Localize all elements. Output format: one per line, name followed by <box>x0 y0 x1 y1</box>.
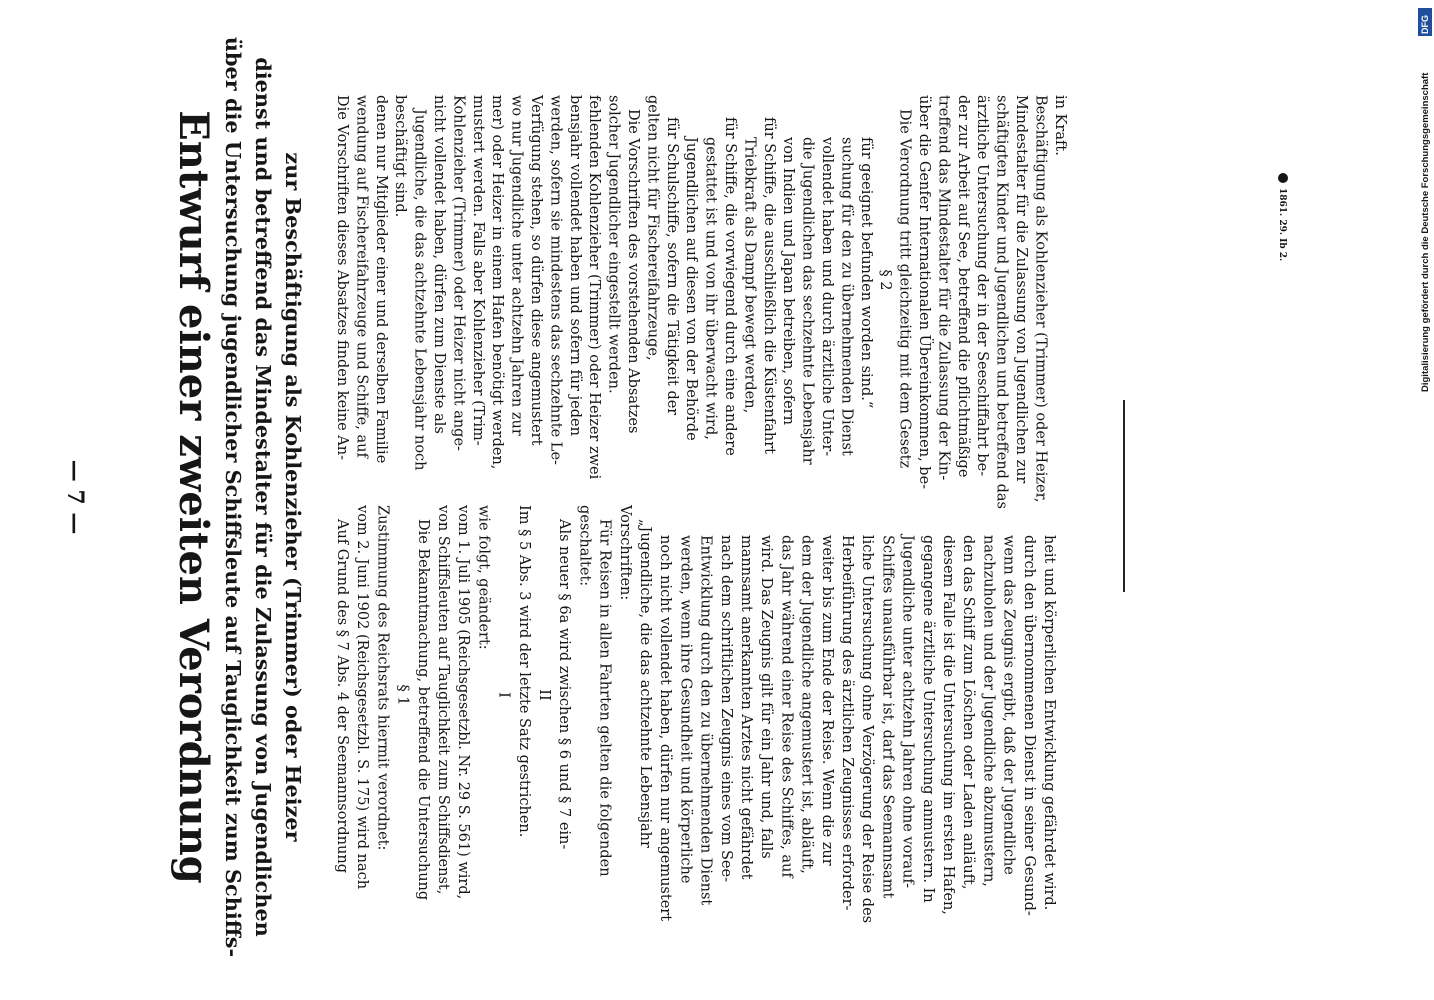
section-heading: § 2 <box>877 269 894 291</box>
column-left <box>334 504 1057 923</box>
text-line: Als neuer § 6a wird zwischen § 6 und § 7 ein- <box>556 519 573 850</box>
text-line: bensjahr vollendet haben und sofern für jeden <box>566 95 583 436</box>
text-line: Vorschriften: <box>616 505 633 601</box>
section-heading: II <box>536 689 552 701</box>
text-line: die Jugendlichen das sechzehnte Lebensjahr <box>799 137 816 465</box>
text-line: Die Vorschriften dieses Absatzes finden keine An- <box>334 95 350 461</box>
text-line: Jugendliche unter achtzehn Jahren ohne vorauf- <box>899 535 916 889</box>
text-line: durch den übernommenen Dienst in seiner Gesund- <box>1020 535 1037 916</box>
text-line: gelten nicht für Fischereifahrzeuge, <box>644 95 661 361</box>
dfg-attribution-text: Digitalisierung gefördert durch die Deutsche Forschungsgemeinschaft <box>1420 72 1431 392</box>
print-mark-text: 1861. 29. Ib 2. <box>1277 188 1287 262</box>
text-line: mannsamt anerkannten Arztes nicht gefährdet <box>738 535 754 880</box>
text-line: weiter bis zum Ende der Reise. Wenn die zur <box>818 535 835 866</box>
text-line: das Jahr während einer Reise des Schiffes, auf <box>778 535 795 878</box>
text-line: werden, wenn ihre Gesundheit und körperliche <box>677 535 694 884</box>
section-heading: § 1 <box>394 684 411 706</box>
text-line: wie folgt, geändert: <box>475 505 492 650</box>
text-line: Beschäftigung als Kohlenzieher (Trimmer) oder Heizer, <box>1032 95 1049 503</box>
text-line: den das Schiff zum Löschen oder Laden anläuft, <box>960 535 977 890</box>
text-line: treffend das Mindestalter für die Zulassung der Kin- <box>935 95 952 481</box>
text-line: für Schiffe, die ausschließlich die Küstenfahrt <box>760 117 777 454</box>
text-line: für Schiffe, die vorwiegend durch eine andere <box>722 117 738 456</box>
text-line: liche Untersuchung ohne Verzögerung der Reise des <box>859 535 876 924</box>
text-line: gestattet ist und von ihr überwacht wird, <box>702 137 719 440</box>
text-line: für Schulschiffe, sofern die Tätigkeit der <box>663 117 680 416</box>
text-line: in Kraft. <box>1051 95 1068 156</box>
text-line: vom 1. Juli 1905 (Reichsgesetzbl. Nr. 29 S. 561) wird, <box>455 505 472 900</box>
text-line: Auf Grund des § 7 Abs. 4 der Seemannsordnung <box>334 519 350 873</box>
text-line: Entwicklung durch den zu übernehmenden Dienst <box>697 535 714 906</box>
text-line: von Indien und Japan betreiben, sofern <box>780 137 797 425</box>
text-line: dem der Jugendliche angemustert ist, abläuft, <box>798 535 815 874</box>
subtitle-line: zur Beschäftigung als Kohlenzieher (Trimmer) oder Heizer <box>281 152 306 842</box>
text-line: gegangene ärztliche Untersuchung anmustern. In <box>919 535 936 903</box>
column-right <box>334 94 1068 509</box>
text-line: noch nicht vollendet haben, dürfen nur angemustert <box>657 535 674 922</box>
text-line: wendung auf Fischereifahrzeuge und Schiffe, auf <box>353 95 370 458</box>
text-line: Die Bekanntmachung, betreffend die Untersuchung <box>414 519 431 901</box>
text-line: denen nur Mitglieder einer und derselben Familie <box>372 95 389 464</box>
text-line: wird. Das Zeugnis gilt für ein Jahr und, falls <box>758 535 775 859</box>
text-line: Herbeiführung des ärztlichen Zeugnisses erforder- <box>839 535 855 911</box>
text-line: schäftigten Kinder und Jugendlichen und betreffend das <box>993 95 1010 509</box>
text-line: vollendet haben und durch ärztliche Unter- <box>819 137 835 457</box>
text-line: vom 2. Juni 1902 (Reichsgesetzbl. S. 175) wird nach <box>354 505 371 890</box>
text-line: beschäftigt sind. <box>392 95 409 218</box>
text-line: diesem Falle ist die Untersuchung im ersten Hafen, <box>940 535 956 915</box>
text-line: Jugendliche, die das achtzehnte Lebensjahr noch <box>411 109 428 471</box>
text-line: wo nur Jugendliche unter achtzehn Jahren zur <box>508 95 525 436</box>
text-line: „Jugendliche, die das achtzehnte Lebensjahr <box>637 519 653 848</box>
text-line: Schiffes unausführbar ist, darf das Seemannsamt <box>879 535 896 899</box>
dfg-logo-text: DFG <box>1420 15 1430 34</box>
text-line: wenn das Zeugnis ergibt, daß der Jugendliche <box>1000 535 1017 875</box>
section-heading: I <box>495 692 512 698</box>
text-line: heit und körperlichen Entwicklung gefährdet wird. <box>1041 535 1057 911</box>
print-mark-circle <box>1278 173 1288 183</box>
text-line: geschaltet: <box>576 505 593 587</box>
text-line: Zustimmung des Reichsrats hiermit verordnet: <box>374 505 391 851</box>
text-line: Die Vorschriften des vorstehenden Absatzes <box>625 109 641 434</box>
text-line: solcher Jugendlicher eingestellt werden. <box>605 95 622 394</box>
text-line: werden, sofern sie mindestens das sechzehnte Le- <box>547 95 564 465</box>
text-line: Im § 5 Abs. 3 wird der letzte Satz gestrichen. <box>515 505 532 838</box>
subtitle-line: dienst und betreffend das Mindestalter für die Zulassung von Jugendlichen <box>251 57 276 937</box>
print-mark <box>1277 173 1288 261</box>
text-line: Für Reisen in allen Fahrten gelten die folgenden <box>596 519 613 877</box>
text-line: der zur Arbeit auf See, betreffend die pflichtmäßige <box>954 95 971 478</box>
text-line: Mindestalter für die Zulassung von Jugendlichen zur <box>1013 95 1029 484</box>
text-line: mustert werden. Falls aber Kohlenzieher (Trim- <box>469 95 486 446</box>
text-line: nachzuholen und der Jugendliche abzumustern, <box>980 535 997 887</box>
text-line: Jugendlichen auf diesen von der Behörde <box>683 137 700 441</box>
text-line: von Schiffsleuten auf Tauglichkeit zum Schiffsdienst, <box>435 505 451 895</box>
text-line: Verfügung stehen, so dürfen diese angemustert <box>528 95 544 446</box>
page-number: — 7 — <box>62 459 88 535</box>
dfg-attribution <box>1418 8 1432 392</box>
text-line: ärztliche Untersuchung der in der Seeschiffahrt be- <box>974 95 991 477</box>
subtitle-line: über die Untersuchung jugendlicher Schiffsleute auf Tauglichkeit zum Schiffs- <box>221 36 246 958</box>
text-line: über die Genfer Internationalen Übereinkommen, be- <box>916 95 932 490</box>
text-line: nach dem schriftlichen Zeugnis eines vom See- <box>717 535 734 882</box>
text-line: Die Verordnung tritt gleichzeitig mit dem Gesetz <box>896 109 913 469</box>
text-line: fehlenden Kohlenzieher (Trimmer) oder Heizer zwei <box>586 95 603 480</box>
text-line: Kohlenzieher (Trimmer) oder Heizer nicht ange- <box>450 95 467 451</box>
text-line: suchung für den zu übernehmenden Dienst <box>838 137 855 456</box>
document-title: Entwurf einer zweiten Verordnung <box>170 110 217 884</box>
subtitle <box>221 37 306 957</box>
text-line: mer) oder Heizer in einem Hafen benötigt werden, <box>489 95 506 470</box>
text-line: Triebkraft als Dampf bewegt werden, <box>741 137 758 414</box>
text-line: nicht vollendet haben, dürfen zum Dienste als <box>431 95 447 434</box>
text-line: für geeignet befunden worden sind.“ <box>857 137 874 409</box>
